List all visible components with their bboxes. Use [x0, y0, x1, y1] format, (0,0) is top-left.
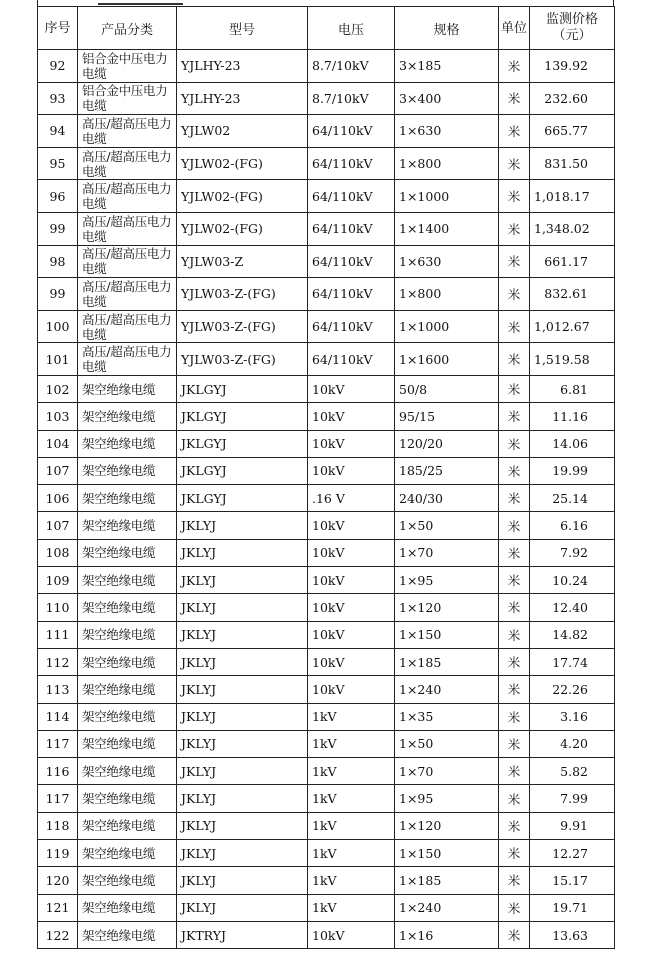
cell-category: 高压/超高压电力电缆	[78, 343, 177, 376]
cell-category: 架空绝缘电缆	[78, 921, 177, 948]
cell-price: 12.40	[530, 594, 615, 621]
cell-price: 1,012.67	[530, 310, 615, 343]
table-row	[38, 310, 615, 343]
cell-category: 架空绝缘电缆	[78, 621, 177, 648]
table-row	[38, 730, 615, 757]
table-row	[38, 621, 615, 648]
cell-voltage: 1kV	[308, 839, 395, 866]
cell-unit: 米	[499, 343, 530, 376]
cell-model: YJLHY-23	[177, 82, 308, 115]
cell-model: YJLW02-(FG)	[177, 212, 308, 245]
cell-unit: 米	[499, 403, 530, 430]
cell-seq: 95	[38, 147, 78, 180]
cell-spec: 1×150	[395, 621, 499, 648]
cell-voltage: 1kV	[308, 703, 395, 730]
table-row	[38, 457, 615, 484]
cell-voltage: 10kV	[308, 375, 395, 402]
cell-spec: 1×800	[395, 147, 499, 180]
cell-price: 5.82	[530, 758, 615, 785]
cell-unit: 米	[499, 785, 530, 812]
table-row	[38, 894, 615, 921]
table-row	[38, 82, 615, 115]
cell-unit: 米	[499, 375, 530, 402]
cell-voltage: 64/110kV	[308, 310, 395, 343]
header-price: 监测价格（元）	[530, 7, 615, 50]
cell-seq: 116	[38, 758, 78, 785]
cell-seq: 101	[38, 343, 78, 376]
cell-seq: 92	[38, 50, 78, 83]
cell-unit: 米	[499, 758, 530, 785]
cell-seq: 102	[38, 375, 78, 402]
cell-voltage: 1kV	[308, 867, 395, 894]
cell-spec: 1×120	[395, 812, 499, 839]
cell-price: 11.16	[530, 403, 615, 430]
cell-seq: 99	[38, 278, 78, 311]
cell-category: 高压/超高压电力电缆	[78, 278, 177, 311]
cell-price: 9.91	[530, 812, 615, 839]
cell-spec: 1×50	[395, 730, 499, 757]
cell-voltage: 1kV	[308, 785, 395, 812]
cell-seq: 120	[38, 867, 78, 894]
cell-model: JKLYJ	[177, 785, 308, 812]
cell-seq: 107	[38, 457, 78, 484]
cell-category: 架空绝缘电缆	[78, 403, 177, 430]
cell-price: 139.92	[530, 50, 615, 83]
cell-model: JKLYJ	[177, 621, 308, 648]
cell-voltage: 10kV	[308, 921, 395, 948]
cell-price: 6.81	[530, 375, 615, 402]
cell-seq: 114	[38, 703, 78, 730]
cell-seq: 122	[38, 921, 78, 948]
cell-unit: 米	[499, 147, 530, 180]
cell-spec: 120/20	[395, 430, 499, 457]
cell-category: 架空绝缘电缆	[78, 594, 177, 621]
cell-voltage: 64/110kV	[308, 115, 395, 148]
cell-category: 架空绝缘电缆	[78, 785, 177, 812]
cell-unit: 米	[499, 430, 530, 457]
cell-spec: 95/15	[395, 403, 499, 430]
cell-model: JKLYJ	[177, 839, 308, 866]
cell-model: JKLYJ	[177, 648, 308, 675]
cell-model: JKLYJ	[177, 812, 308, 839]
cell-spec: 3×400	[395, 82, 499, 115]
cell-voltage: 10kV	[308, 457, 395, 484]
cell-category: 架空绝缘电缆	[78, 430, 177, 457]
table-row	[38, 758, 615, 785]
cell-category: 架空绝缘电缆	[78, 648, 177, 675]
cell-model: JKLYJ	[177, 730, 308, 757]
cell-voltage: 8.7/10kV	[308, 50, 395, 83]
cell-category: 架空绝缘电缆	[78, 730, 177, 757]
cell-voltage: 64/110kV	[308, 343, 395, 376]
cell-model: YJLW02	[177, 115, 308, 148]
table-row	[38, 50, 615, 83]
cell-model: JKLGYJ	[177, 457, 308, 484]
cell-spec: 50/8	[395, 375, 499, 402]
cell-spec: 1×70	[395, 539, 499, 566]
cell-seq: 96	[38, 180, 78, 213]
cell-seq: 117	[38, 785, 78, 812]
table-row	[38, 676, 615, 703]
cell-price: 17.74	[530, 648, 615, 675]
cell-model: JKLYJ	[177, 676, 308, 703]
cell-category: 架空绝缘电缆	[78, 676, 177, 703]
cell-unit: 米	[499, 621, 530, 648]
cell-spec: 1×150	[395, 839, 499, 866]
cell-voltage: 64/110kV	[308, 245, 395, 278]
cell-seq: 98	[38, 245, 78, 278]
cell-unit: 米	[499, 867, 530, 894]
cell-spec: 1×35	[395, 703, 499, 730]
cell-model: JKLYJ	[177, 894, 308, 921]
cell-unit: 米	[499, 115, 530, 148]
cell-category: 架空绝缘电缆	[78, 512, 177, 539]
cell-model: JKLGYJ	[177, 375, 308, 402]
cell-unit: 米	[499, 82, 530, 115]
cell-unit: 米	[499, 921, 530, 948]
cell-seq: 99	[38, 212, 78, 245]
cell-price: 3.16	[530, 703, 615, 730]
cell-price: 22.26	[530, 676, 615, 703]
cell-unit: 米	[499, 676, 530, 703]
cell-voltage: 1kV	[308, 758, 395, 785]
cell-price: 661.17	[530, 245, 615, 278]
cell-category: 架空绝缘电缆	[78, 867, 177, 894]
cell-seq: 108	[38, 539, 78, 566]
cell-spec: 1×50	[395, 512, 499, 539]
cell-voltage: 1kV	[308, 894, 395, 921]
cell-price: 25.14	[530, 485, 615, 512]
cell-seq: 103	[38, 403, 78, 430]
cell-spec: 1×1600	[395, 343, 499, 376]
cell-voltage: 10kV	[308, 594, 395, 621]
cell-category: 高压/超高压电力电缆	[78, 310, 177, 343]
cell-seq: 94	[38, 115, 78, 148]
header-seq: 序号	[38, 7, 78, 50]
table-row	[38, 839, 615, 866]
cell-model: YJLHY-23	[177, 50, 308, 83]
table-row	[38, 921, 615, 948]
cell-category: 架空绝缘电缆	[78, 703, 177, 730]
cell-seq: 100	[38, 310, 78, 343]
cell-unit: 米	[499, 703, 530, 730]
cell-price: 14.06	[530, 430, 615, 457]
table-row	[38, 147, 615, 180]
header-spec: 规格	[395, 7, 499, 50]
cell-unit: 米	[499, 310, 530, 343]
cell-model: JKTRYJ	[177, 921, 308, 948]
cell-seq: 107	[38, 512, 78, 539]
cell-seq: 118	[38, 812, 78, 839]
cell-spec: 1×185	[395, 867, 499, 894]
cell-model: JKLYJ	[177, 703, 308, 730]
cell-price: 832.61	[530, 278, 615, 311]
table-row	[38, 812, 615, 839]
cell-price: 831.50	[530, 147, 615, 180]
cell-category: 高压/超高压电力电缆	[78, 115, 177, 148]
cell-unit: 米	[499, 212, 530, 245]
cell-price: 1,348.02	[530, 212, 615, 245]
cell-voltage: 10kV	[308, 676, 395, 703]
cell-seq: 110	[38, 594, 78, 621]
cell-price: 12.27	[530, 839, 615, 866]
cell-model: JKLGYJ	[177, 430, 308, 457]
cell-category: 高压/超高压电力电缆	[78, 180, 177, 213]
cell-model: YJLW02-(FG)	[177, 180, 308, 213]
cell-seq: 111	[38, 621, 78, 648]
cell-model: JKLYJ	[177, 758, 308, 785]
cell-spec: 1×1000	[395, 180, 499, 213]
cell-seq: 119	[38, 839, 78, 866]
cell-price: 665.77	[530, 115, 615, 148]
cell-model: YJLW03-Z-(FG)	[177, 310, 308, 343]
cell-spec: 1×800	[395, 278, 499, 311]
table-row	[38, 375, 615, 402]
cell-category: 架空绝缘电缆	[78, 894, 177, 921]
cell-seq: 104	[38, 430, 78, 457]
cell-unit: 米	[499, 512, 530, 539]
table-header	[38, 7, 615, 50]
cell-model: JKLYJ	[177, 512, 308, 539]
cell-unit: 米	[499, 485, 530, 512]
cell-model: JKLGYJ	[177, 485, 308, 512]
cell-spec: 1×240	[395, 894, 499, 921]
cell-price: 4.20	[530, 730, 615, 757]
cell-price: 10.24	[530, 567, 615, 594]
cell-voltage: 1kV	[308, 812, 395, 839]
table-row	[38, 245, 615, 278]
table-row	[38, 212, 615, 245]
cell-price: 1,018.17	[530, 180, 615, 213]
cell-unit: 米	[499, 567, 530, 594]
cell-voltage: 10kV	[308, 648, 395, 675]
table-row	[38, 180, 615, 213]
cell-category: 架空绝缘电缆	[78, 375, 177, 402]
cut-off-text-fragment	[98, 0, 183, 5]
cell-category: 铝合金中压电力电缆	[78, 82, 177, 115]
cell-voltage: 8.7/10kV	[308, 82, 395, 115]
table-row	[38, 567, 615, 594]
cell-category: 高压/超高压电力电缆	[78, 147, 177, 180]
table-row	[38, 594, 615, 621]
cell-spec: 185/25	[395, 457, 499, 484]
cell-price: 19.71	[530, 894, 615, 921]
cell-category: 架空绝缘电缆	[78, 839, 177, 866]
cell-price: 232.60	[530, 82, 615, 115]
cell-spec: 1×120	[395, 594, 499, 621]
header-row	[38, 7, 615, 50]
cell-model: YJLW03-Z	[177, 245, 308, 278]
table-row	[38, 430, 615, 457]
cell-model: YJLW03-Z-(FG)	[177, 343, 308, 376]
cell-spec: 1×1000	[395, 310, 499, 343]
cell-category: 架空绝缘电缆	[78, 457, 177, 484]
cell-unit: 米	[499, 648, 530, 675]
cell-price: 7.92	[530, 539, 615, 566]
cell-seq: 121	[38, 894, 78, 921]
cell-price: 6.16	[530, 512, 615, 539]
cell-model: JKLYJ	[177, 594, 308, 621]
cell-model: JKLYJ	[177, 539, 308, 566]
cell-voltage: 10kV	[308, 512, 395, 539]
cell-unit: 米	[499, 839, 530, 866]
table-row	[38, 343, 615, 376]
cell-unit: 米	[499, 245, 530, 278]
cell-spec: 1×95	[395, 567, 499, 594]
cell-spec: 1×1400	[395, 212, 499, 245]
cell-unit: 米	[499, 594, 530, 621]
cell-seq: 113	[38, 676, 78, 703]
table-row	[38, 703, 615, 730]
header-category: 产品分类	[78, 7, 177, 50]
cell-spec: 1×630	[395, 115, 499, 148]
cell-category: 架空绝缘电缆	[78, 539, 177, 566]
cell-spec: 3×185	[395, 50, 499, 83]
cell-price: 15.17	[530, 867, 615, 894]
cell-voltage: 64/110kV	[308, 147, 395, 180]
cell-voltage: 1kV	[308, 730, 395, 757]
cell-category: 架空绝缘电缆	[78, 567, 177, 594]
cell-seq: 112	[38, 648, 78, 675]
cell-spec: 1×240	[395, 676, 499, 703]
cell-category: 架空绝缘电缆	[78, 812, 177, 839]
cell-seq: 109	[38, 567, 78, 594]
cell-spec: 1×185	[395, 648, 499, 675]
cell-model: JKLYJ	[177, 567, 308, 594]
cell-category: 铝合金中压电力电缆	[78, 50, 177, 83]
cell-price: 7.99	[530, 785, 615, 812]
table-row	[38, 785, 615, 812]
cell-unit: 米	[499, 730, 530, 757]
cell-voltage: 10kV	[308, 621, 395, 648]
cell-price: 19.99	[530, 457, 615, 484]
header-voltage: 电压	[308, 7, 395, 50]
cell-model: JKLYJ	[177, 867, 308, 894]
price-table	[37, 6, 615, 949]
table-row	[38, 648, 615, 675]
table-row	[38, 512, 615, 539]
cell-seq: 106	[38, 485, 78, 512]
cell-category: 高压/超高压电力电缆	[78, 212, 177, 245]
cell-voltage: 10kV	[308, 567, 395, 594]
cell-unit: 米	[499, 180, 530, 213]
cell-category: 架空绝缘电缆	[78, 485, 177, 512]
cell-voltage: 10kV	[308, 430, 395, 457]
cell-spec: 1×70	[395, 758, 499, 785]
cell-unit: 米	[499, 278, 530, 311]
cell-voltage: .16 V	[308, 485, 395, 512]
cell-spec: 240/30	[395, 485, 499, 512]
cell-voltage: 10kV	[308, 539, 395, 566]
cell-category: 高压/超高压电力电缆	[78, 245, 177, 278]
table-body	[38, 50, 615, 949]
table-row	[38, 403, 615, 430]
price-table-sheet	[37, 6, 614, 949]
cell-spec: 1×16	[395, 921, 499, 948]
cell-category: 架空绝缘电缆	[78, 758, 177, 785]
cell-spec: 1×95	[395, 785, 499, 812]
table-row	[38, 278, 615, 311]
cell-voltage: 64/110kV	[308, 180, 395, 213]
cell-unit: 米	[499, 457, 530, 484]
cell-unit: 米	[499, 50, 530, 83]
cell-price: 13.63	[530, 921, 615, 948]
cell-model: YJLW02-(FG)	[177, 147, 308, 180]
header-unit: 单位	[499, 7, 530, 50]
cell-price: 1,519.58	[530, 343, 615, 376]
cell-model: YJLW03-Z-(FG)	[177, 278, 308, 311]
cell-unit: 米	[499, 539, 530, 566]
cell-voltage: 64/110kV	[308, 278, 395, 311]
cell-voltage: 64/110kV	[308, 212, 395, 245]
cell-seq: 93	[38, 82, 78, 115]
cell-unit: 米	[499, 812, 530, 839]
cell-unit: 米	[499, 894, 530, 921]
header-model: 型号	[177, 7, 308, 50]
table-row	[38, 867, 615, 894]
table-row	[38, 485, 615, 512]
table-row	[38, 539, 615, 566]
cell-voltage: 10kV	[308, 403, 395, 430]
cell-seq: 117	[38, 730, 78, 757]
cell-price: 14.82	[530, 621, 615, 648]
table-row	[38, 115, 615, 148]
cell-spec: 1×630	[395, 245, 499, 278]
cell-model: JKLGYJ	[177, 403, 308, 430]
